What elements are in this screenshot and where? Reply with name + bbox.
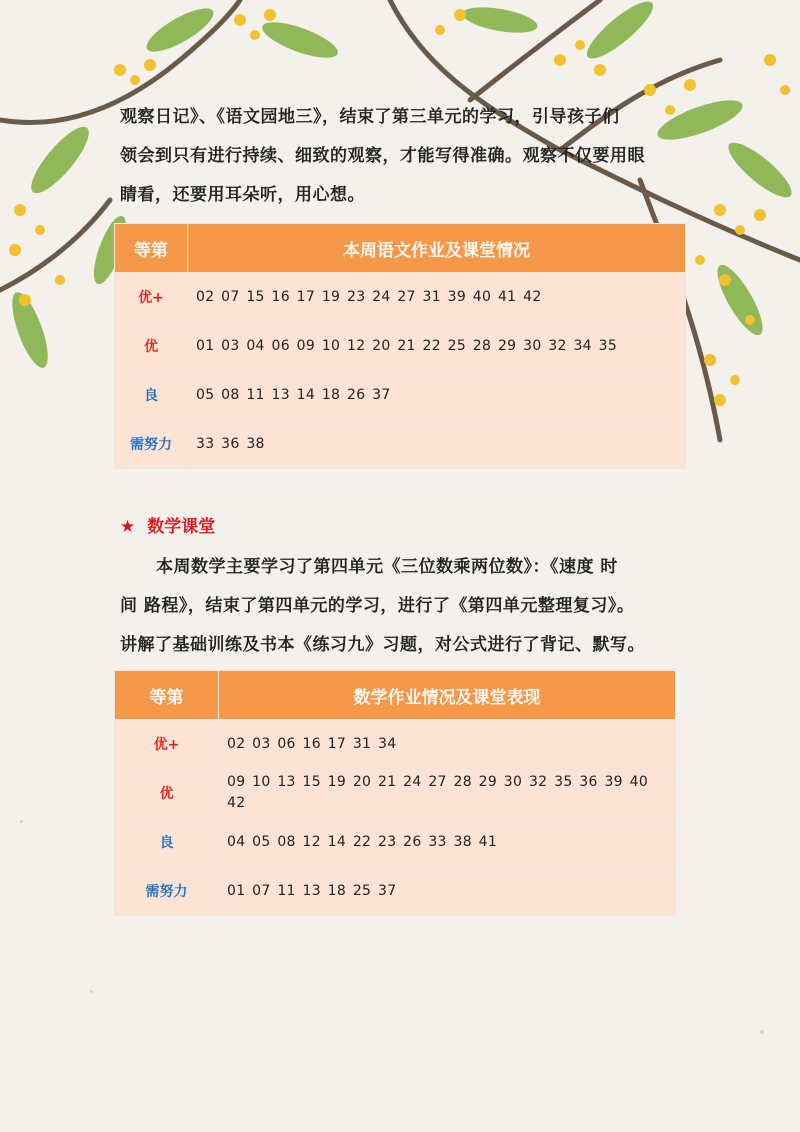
student-numbers: 02 03 06 16 17 31 34 (219, 720, 676, 769)
grade-column-header: 等第 (115, 224, 188, 273)
grade-label: 良 (115, 818, 219, 867)
intro-line: 睛看，还要用耳朵听，用心想。 (120, 185, 365, 205)
student-numbers: 02 07 15 16 17 19 23 24 27 31 39 40 41 42 (188, 273, 686, 322)
intro-line: 领会到只有进行持续、细致的观察，才能写得准确。观察不仅要用眼 (120, 146, 645, 166)
section-title-text: 数学课堂 (147, 517, 216, 537)
table-row (115, 818, 676, 867)
grade-label: 需努力 (115, 867, 219, 916)
grade-label: 需努力 (115, 420, 188, 469)
student-numbers: 01 03 04 06 09 10 12 20 21 22 25 28 29 30 32 34 35 (188, 322, 686, 371)
table-row (115, 273, 686, 322)
table-row (115, 720, 676, 769)
grade-label: 优 (115, 769, 219, 818)
student-numbers: 04 05 08 12 14 22 23 26 33 38 41 (219, 818, 676, 867)
intro-line: 观察日记》、《语文园地三》，结束了第三单元的学习，引导孩子们 (120, 107, 620, 127)
paper-speck (20, 820, 23, 823)
grade-column-header: 等第 (115, 671, 219, 720)
math-line: 讲解了基础训练及书本《练习九》习题，对公式进行了背记、默写。 (120, 635, 645, 655)
table-row (115, 867, 676, 916)
grade-label: 优+ (115, 720, 219, 769)
math-line: 本周数学主要学习了第四单元《三位数乘两位数》：《速度 时 (156, 557, 618, 577)
math-line: 间 路程》，结束了第四单元的学习，进行了《第四单元整理复习》。 (120, 596, 635, 616)
table-title-header: 本周语文作业及课堂情况 (188, 224, 686, 273)
math-grade-table (114, 670, 676, 916)
grade-label: 良 (115, 371, 188, 420)
grade-label: 优+ (115, 273, 188, 322)
grade-label: 优 (115, 322, 188, 371)
table-title-header: 数学作业情况及课堂表现 (219, 671, 676, 720)
student-numbers: 33 36 38 (188, 420, 686, 469)
paper-speck (760, 1030, 764, 1034)
chinese-grade-table (114, 223, 686, 469)
table-row (115, 420, 686, 469)
paper-speck (90, 990, 93, 993)
table-header-row (115, 671, 676, 720)
student-numbers: 09 10 13 15 19 20 21 24 27 28 29 30 32 35 36 39 40 42 (219, 769, 676, 818)
math-section-title (120, 512, 215, 537)
table-row (115, 769, 676, 818)
chinese-intro-paragraph (120, 98, 700, 215)
student-numbers: 05 08 11 13 14 18 26 37 (188, 371, 686, 420)
student-numbers: 01 07 11 13 18 25 37 (219, 867, 676, 916)
star-icon: ★ (120, 517, 136, 537)
table-header-row (115, 224, 686, 273)
table-row (115, 371, 686, 420)
math-paragraph (120, 548, 700, 665)
table-row (115, 322, 686, 371)
